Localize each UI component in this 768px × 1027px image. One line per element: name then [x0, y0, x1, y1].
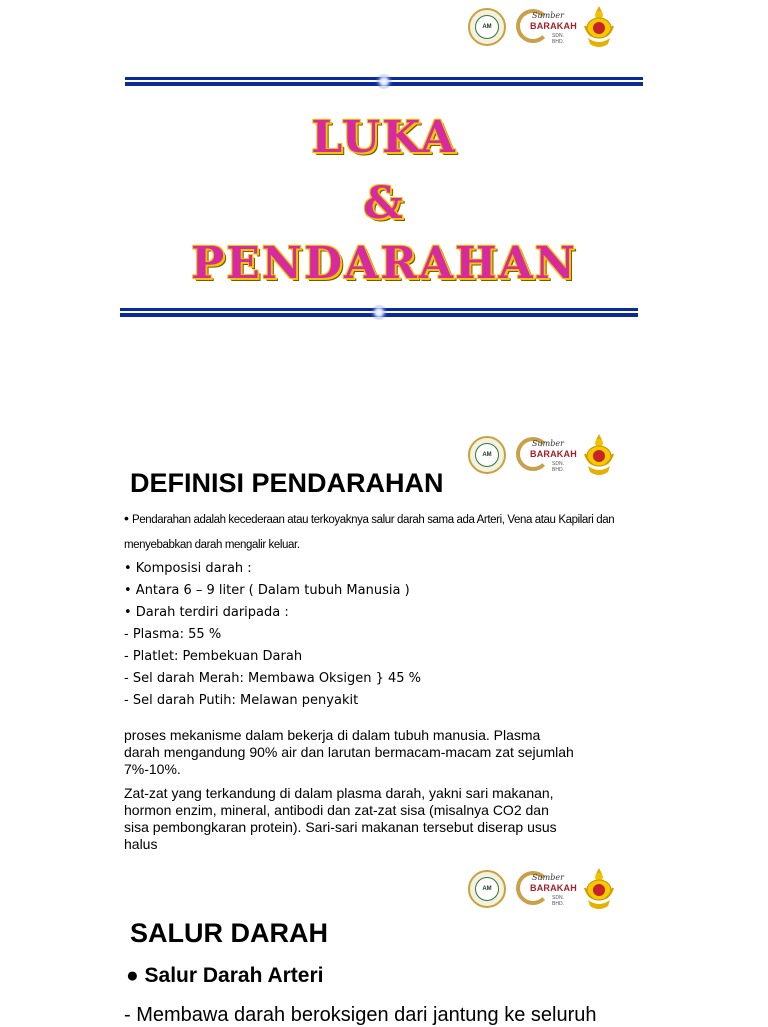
round-emblem-logo	[468, 436, 506, 474]
plasma-paragraph-2: Zat-zat yang terkandung di dalam plasma darah, yakni sari makanan, hormon enzim, mineral, antibodi dan zat-zat sisa (misalnya CO2 dan sisa pembongkaran protein). Sari-sari makanan tersebut diserap usus halus	[124, 785, 557, 852]
definition-text-1: Pendarahan adalah kecederaan atau terkoyaknya salur darah sama ada Arteri, Vena atau Kapilari dan	[132, 514, 615, 526]
barakah-script-text: Sumber	[532, 11, 564, 20]
round-emblem-label: AM	[475, 15, 499, 39]
definition-line-1	[124, 510, 644, 526]
title-line-2: &	[363, 178, 405, 229]
crest-icon	[582, 866, 616, 912]
crest-icon	[582, 4, 616, 50]
divider-sparkle	[370, 305, 388, 320]
section-heading: DEFINISI PENDARAHAN	[130, 468, 444, 498]
list-item: • Komposisi darah :	[124, 561, 252, 576]
barakah-script-text: Sumber	[532, 439, 564, 448]
barakah-brand-text: BARAKAH	[530, 883, 577, 893]
definition-line-2: menyebabkan darah mengalir keluar.	[124, 539, 300, 551]
logo-group	[468, 4, 616, 50]
artery-subheading: ● Salur Darah Arteri	[126, 964, 324, 987]
barakah-tag-text: SDN. BHD.	[552, 461, 564, 473]
list-item: - Plasma: 55 %	[124, 627, 222, 642]
artery-description: - Membawa darah beroksigen dari jantung ke seluruh	[124, 1004, 597, 1026]
barakah-logo	[516, 869, 577, 909]
list-item: • Darah terdiri daripada :	[124, 605, 289, 620]
title-line-3: PENDARAHAN	[191, 238, 577, 289]
barakah-brand-text: BARAKAH	[530, 449, 577, 459]
barakah-tag-text: SDN. BHD.	[552, 33, 564, 45]
list-item: - Sel darah Putih: Melawan penyakit	[124, 693, 359, 708]
plasma-paragraph-1: proses mekanisme dalam bekerja di dalam tubuh manusia. Plasma darah mengandung 90% air dan larutan bermacam-macam zat sejumlah 7%-10%.	[124, 727, 574, 777]
divider-bottom	[120, 308, 638, 317]
slide-definition	[0, 400, 768, 860]
divider-top	[125, 77, 643, 86]
round-emblem-label: AM	[475, 877, 499, 901]
divider-sparkle	[375, 74, 393, 89]
barakah-brand-text: BARAKAH	[530, 21, 577, 31]
title-line-1: LUKA	[311, 112, 457, 163]
barakah-script-text: Sumber	[532, 873, 564, 882]
list-item: • Antara 6 – 9 liter ( Dalam tubuh Manusia )	[124, 583, 410, 598]
barakah-tag-text: SDN. BHD.	[552, 895, 564, 907]
round-emblem-logo	[468, 8, 506, 46]
logo-group	[468, 432, 616, 478]
bullet-icon: •	[124, 510, 132, 526]
section-heading: SALUR DARAH	[130, 918, 328, 948]
round-emblem-logo	[468, 870, 506, 908]
slide-title	[0, 0, 768, 400]
barakah-logo	[516, 435, 577, 475]
composition-list	[124, 558, 421, 712]
logo-group	[468, 866, 616, 912]
slide-blood-vessels	[0, 860, 768, 1024]
barakah-logo	[516, 7, 577, 47]
list-item: - Sel darah Merah: Membawa Oksigen } 45 %	[124, 671, 422, 686]
crest-icon	[582, 432, 616, 478]
list-item: - Platlet: Pembekuan Darah	[124, 649, 303, 664]
round-emblem-label: AM	[475, 443, 499, 467]
